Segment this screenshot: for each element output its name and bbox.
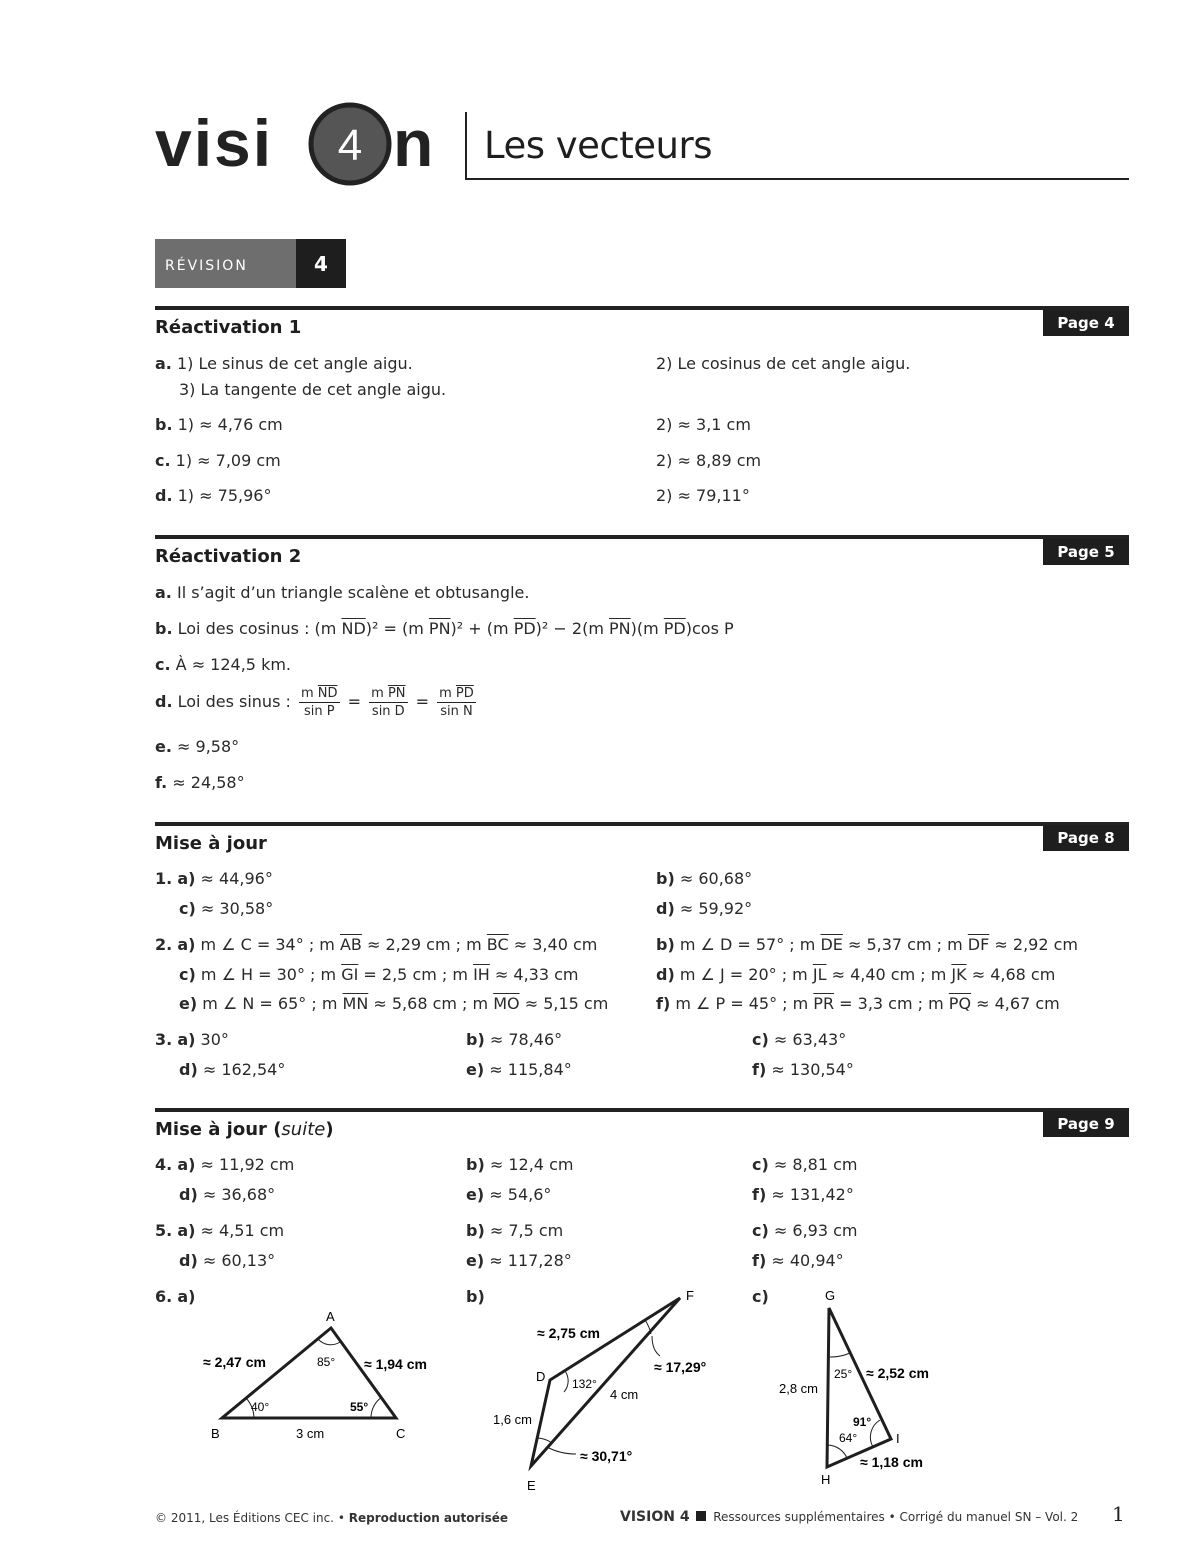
equals: = <box>415 692 430 711</box>
triangle-ghi <box>779 1288 929 1487</box>
answer-part: ≈ 2,29 cm ; m <box>361 935 487 954</box>
answer-text: ≈ 63,43° <box>773 1030 847 1049</box>
item-label: b) <box>466 1287 485 1306</box>
side-de-label: 1,6 cm <box>493 1412 533 1427</box>
item-label: d) <box>656 899 675 918</box>
segment: $\overline{PD}$ <box>455 686 474 701</box>
answer-part: m ∠ P = 45° ; m <box>675 994 814 1013</box>
answer-part: ≈ 4,68 cm <box>966 965 1056 984</box>
vertex-f: F <box>686 1288 694 1303</box>
angle-b-label: 40° <box>251 1400 270 1414</box>
answer-text: ≈ 12,4 cm <box>489 1155 574 1174</box>
vertex-i: I <box>896 1431 900 1446</box>
question-number: 1. <box>155 869 173 888</box>
segment: $\overline{MN}$ <box>342 994 369 1013</box>
denominator: sin N <box>440 704 473 719</box>
section-title-mise-a-jour-suite: Mise à jour (suite) <box>155 1119 334 1140</box>
answer-part: ≈ 4,33 cm <box>489 965 579 984</box>
angle-arc-a <box>318 1339 340 1345</box>
angle-arc-h <box>828 1445 847 1458</box>
angle-g-label: 25° <box>834 1367 853 1381</box>
answer-text: ≈ 75,96° <box>199 486 272 505</box>
formula-part: )(m <box>630 619 664 638</box>
answer-text: ≈ 79,11° <box>677 486 750 505</box>
item-label: a) <box>177 1155 196 1174</box>
answer-part: m ∠ N = 65° ; m <box>202 994 343 1013</box>
formula-part: )cos P <box>685 619 734 638</box>
triangle-def <box>493 1288 706 1493</box>
answer-text: ≈ 6,93 cm <box>773 1221 858 1240</box>
section-title-reactivation-1: Réactivation 1 <box>155 317 302 338</box>
answer-text: ≈ 8,81 cm <box>773 1155 858 1174</box>
segment: $\overline{PN}$ <box>387 686 406 701</box>
triangle-def-outline <box>531 1298 680 1466</box>
segment: $\overline{PN}$ <box>428 619 451 638</box>
answer-text: ≈ 24,58° <box>172 773 245 792</box>
sub-label: 1) <box>176 354 194 373</box>
segment: $\overline{GI}$ <box>341 965 359 984</box>
segment: $\overline{IH}$ <box>473 965 490 984</box>
item-label: b. <box>155 415 173 434</box>
section-title-reactivation-2: Réactivation 2 <box>155 546 302 567</box>
vertex-g: G <box>825 1288 836 1303</box>
answer-part: m ∠ J = 20° ; m <box>679 965 813 984</box>
segment: $\overline{JK}$ <box>951 965 967 984</box>
answer-text: 30° <box>200 1030 229 1049</box>
segment: $\overline{PD}$ <box>513 619 536 638</box>
segment: $\overline{ND}$ <box>341 619 366 638</box>
copyright-text: © 2011, Les Éditions CEC inc. • <box>155 1511 345 1525</box>
formula-part: Loi des cosinus : (m <box>177 619 342 638</box>
answer-part: m ∠ C = 34° ; m <box>200 935 340 954</box>
answer-text: ≈ 3,1 cm <box>677 415 751 434</box>
item-label: f) <box>752 1251 767 1270</box>
sub-label: 1) <box>177 486 195 505</box>
answer-text: À ≈ 124,5 km. <box>175 655 292 674</box>
footer-resource-info <box>620 1509 1078 1525</box>
segment: $\overline{DE}$ <box>820 935 843 954</box>
answer-text: Le sinus de cet angle aigu. <box>198 354 413 373</box>
answer-text: Il s’agit d’un triangle scalène et obtusangle. <box>176 583 530 602</box>
segment: $\overline{PR}$ <box>813 994 835 1013</box>
item-label: c) <box>752 1030 769 1049</box>
answer-part: ≈ 4,67 cm <box>971 994 1060 1013</box>
segment: $\overline{MO}$ <box>493 994 520 1013</box>
logo-right-text: n <box>393 106 434 180</box>
item-label: b) <box>466 1221 485 1240</box>
logo-left-text: visi <box>155 106 274 180</box>
side-ab-label: ≈ 2,47 cm <box>203 1354 266 1370</box>
side-gh-label: 2,8 cm <box>779 1381 819 1396</box>
revision-label: RÉVISION <box>165 258 248 274</box>
answer-part: ≈ 5,37 cm ; m <box>842 935 968 954</box>
item-label: a) <box>177 935 196 954</box>
segment: $\overline{BC}$ <box>486 935 509 954</box>
item-label: d) <box>179 1251 198 1270</box>
triangle-ghi-outline <box>827 1308 891 1467</box>
formula-part: )² = (m <box>365 619 429 638</box>
answer-text: ≈ 9,58° <box>177 737 240 756</box>
answer-text: ≈ 130,54° <box>771 1060 854 1079</box>
answer-text: ≈ 44,96° <box>200 869 273 888</box>
angle-d-label: 132° <box>572 1377 597 1391</box>
footer-square-icon <box>696 1511 706 1521</box>
page-badge-4: Page 4 <box>1043 310 1129 336</box>
item-label: a) <box>177 869 196 888</box>
item-label: d) <box>179 1185 198 1204</box>
side-ac-label: ≈ 1,94 cm <box>364 1356 427 1372</box>
item-label: e) <box>466 1060 485 1079</box>
answer-text: ≈ 4,51 cm <box>200 1221 285 1240</box>
answer-text: La tangente de cet angle aigu. <box>200 380 447 399</box>
segment: $\overline{ND}$ <box>317 686 338 701</box>
angle-arc-c <box>371 1397 382 1418</box>
angle-e-label: ≈ 30,71° <box>580 1448 633 1464</box>
sub-label: 2) <box>656 451 673 470</box>
side-bc-label: 3 cm <box>296 1426 325 1441</box>
item-label: a. <box>155 583 172 602</box>
answer-part: ≈ 5,15 cm <box>519 994 609 1013</box>
reproduction-notice: Reproduction autorisée <box>348 1511 508 1525</box>
formula-part: Loi des sinus : <box>177 692 291 711</box>
question-number: 6. <box>155 1287 173 1306</box>
answer-text: ≈ 30,58° <box>200 899 274 918</box>
answer-text: ≈ 59,92° <box>679 899 753 918</box>
item-label: c. <box>155 655 171 674</box>
answer-part: ≈ 4,40 cm ; m <box>826 965 952 984</box>
answer-part: m ∠ H = 30° ; m <box>200 965 342 984</box>
equals: = <box>347 692 362 711</box>
side-hi-label: ≈ 1,18 cm <box>860 1454 923 1470</box>
angle-a-label: 85° <box>317 1355 336 1369</box>
vertex-c: C <box>396 1426 406 1441</box>
question-number: 4. <box>155 1155 173 1174</box>
item-label: c. <box>155 451 171 470</box>
revision-number: 4 <box>314 252 328 276</box>
item-label: c) <box>752 1221 769 1240</box>
answer-text: ≈ 115,84° <box>489 1060 572 1079</box>
section-title-text: Mise à jour <box>155 1119 267 1140</box>
section-title-mise-a-jour: Mise à jour <box>155 833 267 854</box>
angle-arc-d <box>564 1371 568 1392</box>
segment: $\overline{PQ}$ <box>948 994 972 1013</box>
question-number: 5. <box>155 1221 173 1240</box>
item-label: b) <box>466 1155 485 1174</box>
denominator: sin D <box>371 704 405 719</box>
answer-text: ≈ 36,68° <box>202 1185 276 1204</box>
measure: m <box>439 686 452 701</box>
side-gi-label: ≈ 2,52 cm <box>866 1365 929 1381</box>
segment: $\overline{AB}$ <box>339 935 362 954</box>
angle-h-label: 64° <box>839 1431 858 1445</box>
formula-part: )² − 2(m <box>535 619 609 638</box>
item-label: d) <box>179 1060 198 1079</box>
angle-arc-g <box>828 1353 850 1357</box>
page-title: Les vecteurs <box>484 124 712 167</box>
sub-label: 2) <box>656 415 673 434</box>
sub-label: 2) <box>656 486 673 505</box>
answer-text: ≈ 40,94° <box>771 1251 844 1270</box>
question-number: 2. <box>155 935 173 954</box>
denominator: sin P <box>303 704 335 719</box>
item-label: e) <box>466 1251 485 1270</box>
item-label: a) <box>177 1221 196 1240</box>
answer-text: ≈ 78,46° <box>489 1030 563 1049</box>
page-badge-5: Page 5 <box>1043 539 1129 565</box>
answer-text: ≈ 60,68° <box>679 869 753 888</box>
item-label: e) <box>179 994 198 1013</box>
answer-part: = 2,5 cm ; m <box>358 965 474 984</box>
item-label: b) <box>656 869 675 888</box>
item-label: f) <box>752 1060 767 1079</box>
measure: m <box>371 686 384 701</box>
question-number: 3. <box>155 1030 173 1049</box>
footer-vision-label: VISION 4 <box>620 1509 690 1525</box>
sub-label: 2) <box>656 354 673 373</box>
answer-text: ≈ 7,5 cm <box>489 1221 564 1240</box>
page-number: 1 <box>1112 1502 1125 1526</box>
vertex-a: A <box>326 1309 335 1324</box>
angle-f-label: ≈ 17,29° <box>654 1359 707 1375</box>
answer-text: Le cosinus de cet angle aigu. <box>677 354 911 373</box>
page-badge-9: Page 9 <box>1043 1111 1129 1137</box>
item-label: c) <box>179 899 196 918</box>
answer-text: ≈ 162,54° <box>202 1060 286 1079</box>
item-label: e) <box>466 1185 485 1204</box>
item-label: e. <box>155 737 172 756</box>
answer-part: ≈ 2,92 cm <box>989 935 1078 954</box>
item-label: c) <box>752 1287 769 1306</box>
vertex-b: B <box>211 1426 220 1441</box>
angle-arc-e <box>537 1438 552 1443</box>
answer-part: = 3,3 cm ; m <box>834 994 949 1013</box>
item-label: f) <box>752 1185 767 1204</box>
answer-text: ≈ 117,28° <box>489 1251 572 1270</box>
vertex-d: D <box>536 1369 546 1384</box>
logo-digit: 4 <box>337 121 363 170</box>
footer-resource-text: Ressources supplémentaires • Corrigé du manuel SN – Vol. 2 <box>713 1510 1079 1524</box>
item-label: d. <box>155 486 173 505</box>
pointer-line-e <box>547 1447 576 1454</box>
item-label: d. <box>155 692 173 711</box>
item-label: f) <box>656 994 671 1013</box>
item-label: a. <box>155 354 172 373</box>
segment: $\overline{PD}$ <box>663 619 686 638</box>
segment: $\overline{PN}$ <box>609 619 631 638</box>
answer-text: ≈ 4,76 cm <box>199 415 283 434</box>
angle-i-label: 91° <box>853 1415 872 1429</box>
item-label: c) <box>179 965 196 984</box>
answer-text: ≈ 7,09 cm <box>197 451 281 470</box>
side-df-label: ≈ 2,75 cm <box>537 1325 600 1341</box>
side-ef-label: 4 cm <box>610 1387 639 1402</box>
vertex-e: E <box>527 1478 536 1493</box>
answer-text: ≈ 54,6° <box>489 1185 552 1204</box>
item-label: d) <box>656 965 675 984</box>
angle-c-label: 55° <box>350 1400 369 1414</box>
item-label: c) <box>752 1155 769 1174</box>
item-label: b) <box>466 1030 485 1049</box>
page-badge-8: Page 8 <box>1043 825 1129 851</box>
answer-part: ≈ 3,40 cm <box>508 935 598 954</box>
sub-label: 3) <box>179 380 196 399</box>
answer-text: ≈ 131,42° <box>771 1185 854 1204</box>
answer-text: ≈ 8,89 cm <box>677 451 762 470</box>
sub-label: 1) <box>177 415 195 434</box>
segment: $\overline{DF}$ <box>967 935 990 954</box>
vertex-h: H <box>821 1472 831 1487</box>
segment: $\overline{JL}$ <box>812 965 827 984</box>
item-label: a) <box>177 1287 196 1306</box>
triangle-abc-outline <box>222 1328 396 1418</box>
sub-label: 1) <box>175 451 193 470</box>
section-title-suffix: suite <box>281 1119 326 1140</box>
formula-part: )² + (m <box>450 619 514 638</box>
triangle-abc <box>203 1309 427 1441</box>
footer-copyright <box>155 1511 508 1525</box>
answer-text: ≈ 11,92 cm <box>200 1155 295 1174</box>
item-label: a) <box>177 1030 196 1049</box>
answer-part: m ∠ D = 57° ; m <box>679 935 821 954</box>
measure: m <box>300 686 314 701</box>
item-label: b. <box>155 619 173 638</box>
pointer-line-f <box>652 1336 660 1356</box>
answer-text: ≈ 60,13° <box>202 1251 276 1270</box>
item-label: b) <box>656 935 675 954</box>
answer-part: ≈ 5,68 cm ; m <box>368 994 494 1013</box>
item-label: f. <box>155 773 168 792</box>
